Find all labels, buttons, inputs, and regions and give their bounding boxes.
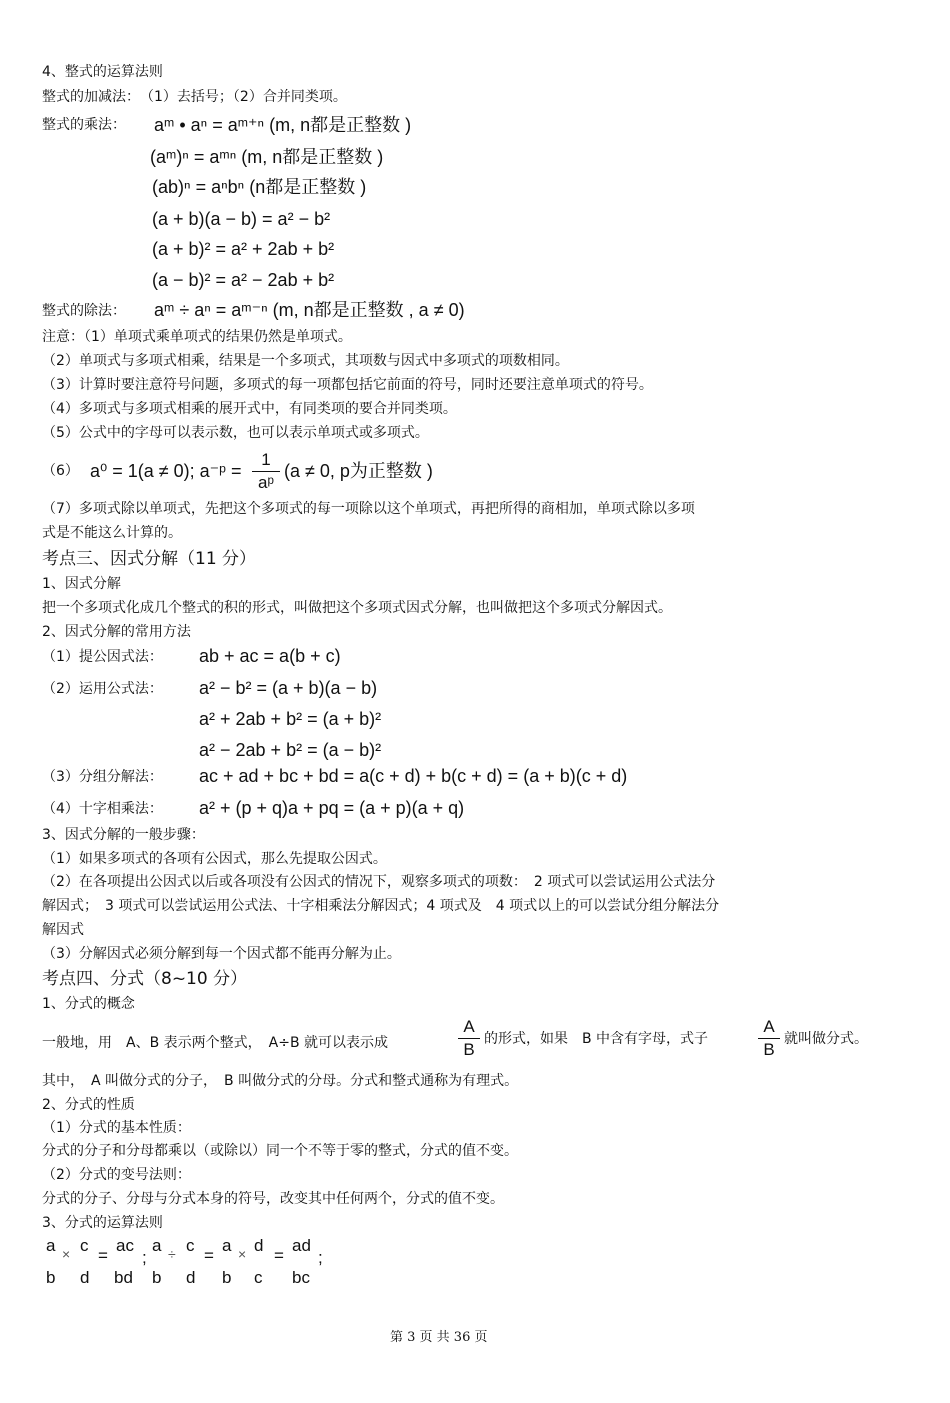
factorization-definition: 把一个多项式化成几个整式的积的形式，叫做把这个多项式因式分解，也叫做把这个多项式分解因式。 [42,600,672,616]
sign-rule-label: （2）分式的变号法则： [42,1167,191,1183]
method-common-factor-label: （1）提公因式法： [42,649,163,665]
section-heading-fractions: 考点四、分式（8~10 分） [42,969,248,989]
steps-subheading: 3、因式分解的一般步骤： [42,827,205,843]
formula-zero-negative-exponent: a⁰ = 1(a ≠ 0); a⁻ᵖ = [90,461,242,481]
formula-factor-square-sum: a² + 2ab + b² = (a + b)² [199,709,382,729]
sign-rule-text: 分式的分子、分母与分式本身的符号，改变其中任何两个，分式的值不变。 [42,1191,504,1207]
note-3: （3）计算时要注意符号问题，多项式的每一项都包括它前面的符号，同时还要注意单项式的符号。 [42,377,653,393]
fraction-bar [758,1038,780,1039]
fraction-operation-rules [42,1236,342,1292]
basic-property-text: 分式的分子和分母都乘以（或除以）同一个不等于零的整式，分式的值不变。 [42,1143,518,1159]
methods-subheading: 2、因式分解的常用方法 [42,624,191,640]
step-2-line3: 解因式 [42,922,84,938]
addition-rule: 整式的加减法： （1）去括号；（2）合并同类项。 [42,89,347,105]
separator: ; [142,1248,147,1267]
fraction-properties-subheading: 2、分式的性质 [42,1097,135,1113]
section-heading-polynomial-rules: 4、整式的运算法则 [42,64,163,80]
multiplication-label: 整式的乘法： [42,117,126,133]
note-7-line2: 式是不能这么计算的。 [42,525,182,541]
fraction-one-over-a-p [252,450,280,493]
division-label: 整式的除法： [42,303,126,319]
fraction-denominator: B [763,1040,775,1059]
step-2-line1: （2）在各项提出公因式以后或各项没有公因式的情况下，观察多项式的项数： 2 项式可以尝试运用公式法分 [42,874,716,890]
rule-num-ad: ad [292,1236,311,1255]
rule-num-a3: a [222,1236,232,1255]
formula-product-power: (ab)ⁿ = aⁿbⁿ (n都是正整数 ) [152,177,367,197]
equals-sign: = [98,1246,108,1265]
rule-den-d2: d [186,1268,196,1287]
note-2: （2）单项式与多项式相乘，结果是一个多项式，其项数与因式中多项式的项数相同。 [42,353,569,369]
multiply-sign: × [238,1246,247,1262]
fraction-numerator-denominator-def: 其中， A 叫做分式的分子， B 叫做分式的分母。分式和整式通称为有理式。 [42,1073,519,1089]
fraction-concept-subheading: 1、分式的概念 [42,996,135,1012]
formula-square-difference: (a − b)² = a² − 2ab + b² [152,270,335,290]
method-formula-label: （2）运用公式法： [42,681,163,697]
fraction-numerator: A [763,1017,775,1036]
fraction-a-over-b-2 [758,1017,780,1060]
rule-den-bc: bc [292,1268,310,1287]
method-cross-label: （4）十字相乘法： [42,801,163,817]
rule-num-a2: a [152,1236,162,1255]
formula-power-quotient: aᵐ ÷ aⁿ = aᵐ⁻ⁿ (m, n都是正整数 , a ≠ 0) [154,300,465,320]
step-2-line2: 解因式； 3 项式可以尝试运用公式法、十字相乘法分解因式；4 项式及 4 项式以上的可以尝试分组分解法分 [42,898,720,914]
rule-den-c: c [254,1268,263,1287]
factorization-subheading: 1、因式分解 [42,576,121,592]
fraction-concept-text-c: 就叫做分式。 [784,1031,868,1047]
note-7-line1: （7）多项式除以单项式，先把这个多项式的每一项除以这个单项式，再把所得的商相加，单项式除以多项 [42,501,695,517]
rule-den-d: d [80,1268,90,1287]
fraction-operations-subheading: 3、分式的运算法则 [42,1215,163,1231]
rule-den-b: b [46,1268,56,1287]
formula-square-sum: (a + b)² = a² + 2ab + b² [152,239,335,259]
rule-den-b2: b [152,1268,162,1287]
divide-sign: ÷ [168,1246,176,1262]
fraction-concept-text-a: 一般地，用 A、B 表示两个整式， A÷B 就可以表示成 [42,1035,388,1051]
note-6-label: （6） [42,463,79,479]
section-heading-factorization: 考点三、因式分解（11 分） [42,549,257,569]
rule-num-c: c [80,1236,89,1255]
rule-den-b3: b [222,1268,232,1287]
page-footer: 第 3 页 共 36 页 [390,1330,488,1345]
formula-exponent-condition: (a ≠ 0, p为正整数 ) [284,461,433,481]
rule-num-a: a [46,1236,56,1255]
formula-power-product: aᵐ • aⁿ = aᵐ⁺ⁿ (m, n都是正整数 ) [154,115,412,135]
formula-common-factor: ab + ac = a(b + c) [199,646,341,666]
equals-sign: = [274,1246,284,1265]
separator: ; [318,1248,323,1267]
multiply-sign: × [62,1246,71,1262]
basic-property-label: （1）分式的基本性质： [42,1120,191,1136]
rule-num-d: d [254,1236,264,1255]
fraction-denominator: aᵖ [258,473,274,492]
step-1: （1）如果多项式的各项有公因式，那么先提取公因式。 [42,851,387,867]
note-5: （5）公式中的字母可以表示数，也可以表示单项式或多项式。 [42,425,429,441]
formula-power-of-power: (aᵐ)ⁿ = aᵐⁿ (m, n都是正整数 ) [150,147,384,167]
equals-sign: = [204,1246,214,1265]
fraction-bar [252,471,280,472]
fraction-denominator: B [463,1040,475,1059]
fraction-bar [458,1038,480,1039]
rule-den-bd: bd [114,1268,133,1287]
formula-factor-square-difference: a² − 2ab + b² = (a − b)² [199,740,382,760]
formula-factor-difference-squares: a² − b² = (a + b)(a − b) [199,678,378,698]
note-1: 注意：（1）单项式乘单项式的结果仍然是单项式。 [42,329,352,345]
rule-num-c2: c [186,1236,195,1255]
fraction-concept-text-b: 的形式，如果 B 中含有字母，式子 [484,1031,709,1047]
rule-num-ac: ac [116,1236,134,1255]
note-4: （4）多项式与多项式相乘的展开式中，有同类项的要合并同类项。 [42,401,457,417]
fraction-a-over-b-1 [458,1017,480,1060]
step-3: （3）分解因式必须分解到每一个因式都不能再分解为止。 [42,946,401,962]
formula-cross-multiplication: a² + (p + q)a + pq = (a + p)(a + q) [199,798,465,818]
method-grouping-label: （3）分组分解法： [42,769,163,785]
fraction-numerator: A [463,1017,475,1036]
fraction-numerator: 1 [261,450,271,469]
formula-grouping: ac + ad + bc + bd = a(c + d) + b(c + d) = (a + b)(c + d) [199,766,628,786]
formula-difference-of-squares: (a + b)(a − b) = a² − b² [152,209,331,229]
